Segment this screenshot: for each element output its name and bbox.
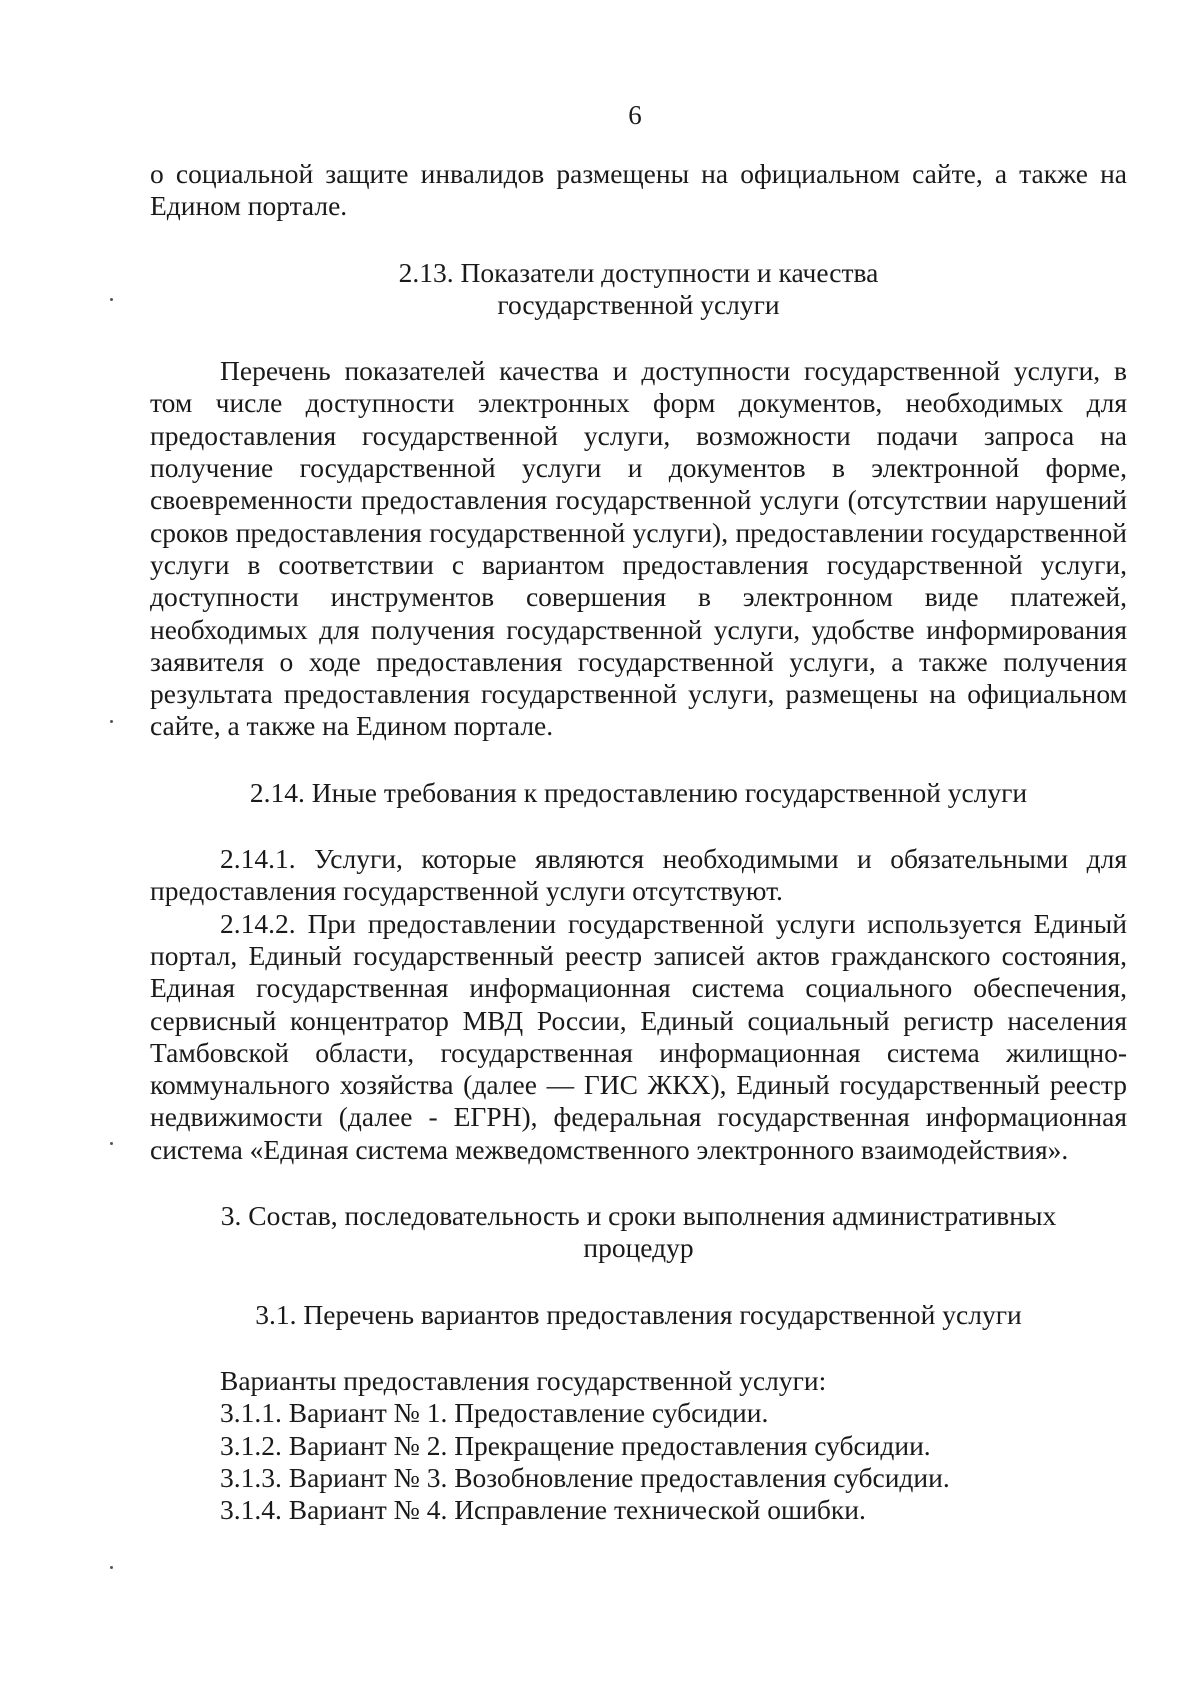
section-2-13-heading-line1: 2.13. Показатели доступности и качества (398, 256, 879, 288)
margin-dot-mark (110, 298, 113, 301)
variant-item-4: 3.1.4. Вариант № 4. Исправление технической ошибки. (220, 1494, 866, 1526)
section-2-13-body: Перечень показателей качества и доступности государственной услуги, в том числе доступности электронных форм документов, необходимых для предоставления государственной услуги, возможности подачи запроса на получение государственной услуги и документов в электронной форме, своевременности предоставления государственной услуги (отсутствии нарушений сроков предоставления государственной услуги), предоставлении государственной услуги в соответствии с вариантом предоставления государственной услуги, доступности инструментов совершения в электронном виде платежей, необходимых для получения государственной услуги, удобстве информирования заявителя о ходе предоставления государственной услуги, а также получения результата предоставления государственной услуги, размещены на официальном сайте, а также на Едином портале. (150, 355, 1127, 742)
section-3-heading-line1: 3. Состав, последовательность и сроки выполнения административных (220, 1200, 1057, 1232)
section-3-1-heading: 3.1. Перечень вариантов предоставления государственной услуги (255, 1298, 1022, 1330)
section-3-heading-line2: процедур (583, 1232, 694, 1264)
document-body (150, 158, 1127, 1526)
section-2-14-2-paragraph: 2.14.2. При предоставлении государственной услуги используется Единый портал, Единый государственный реестр записей актов гражданского состояния, Единая государственная информационная система социального обеспечения, сервисный концентратор МВД России, Единый социальный регистр населения Тамбовской области, государственная информационная система жилищно-коммунального хозяйства (далее — ГИС ЖКХ), Единый государственный реестр недвижимости (далее - ЕГРН), федеральная государственная информационная система «Единая система межведомственного электронного взаимодействия». (150, 907, 1127, 1165)
variant-item-2: 3.1.2. Вариант № 2. Прекращение предоставления субсидии. (220, 1429, 931, 1461)
intro-paragraph: о социальной защите инвалидов размещены на официальном сайте, а также на Едином портале. (150, 158, 1127, 222)
variant-item-3: 3.1.3. Вариант № 3. Возобновление предоставления субсидии. (220, 1461, 950, 1493)
margin-dot-mark (110, 1566, 113, 1569)
variants-intro: Варианты предоставления государственной услуги: (220, 1364, 827, 1396)
section-2-13-heading-line2: государственной услуги (497, 288, 780, 320)
section-2-14-1-paragraph: 2.14.1. Услуги, которые являются необходимыми и обязательными для предоставления государственной услуги отсутствуют. (150, 843, 1127, 907)
margin-dot-mark (110, 1142, 113, 1145)
margin-dot-mark (110, 720, 113, 723)
section-2-14-heading: 2.14. Иные требования к предоставлению государственной услуги (249, 776, 1028, 808)
page-number: 6 (628, 100, 642, 130)
variant-item-1: 3.1.1. Вариант № 1. Предоставление субсидии. (220, 1397, 769, 1429)
